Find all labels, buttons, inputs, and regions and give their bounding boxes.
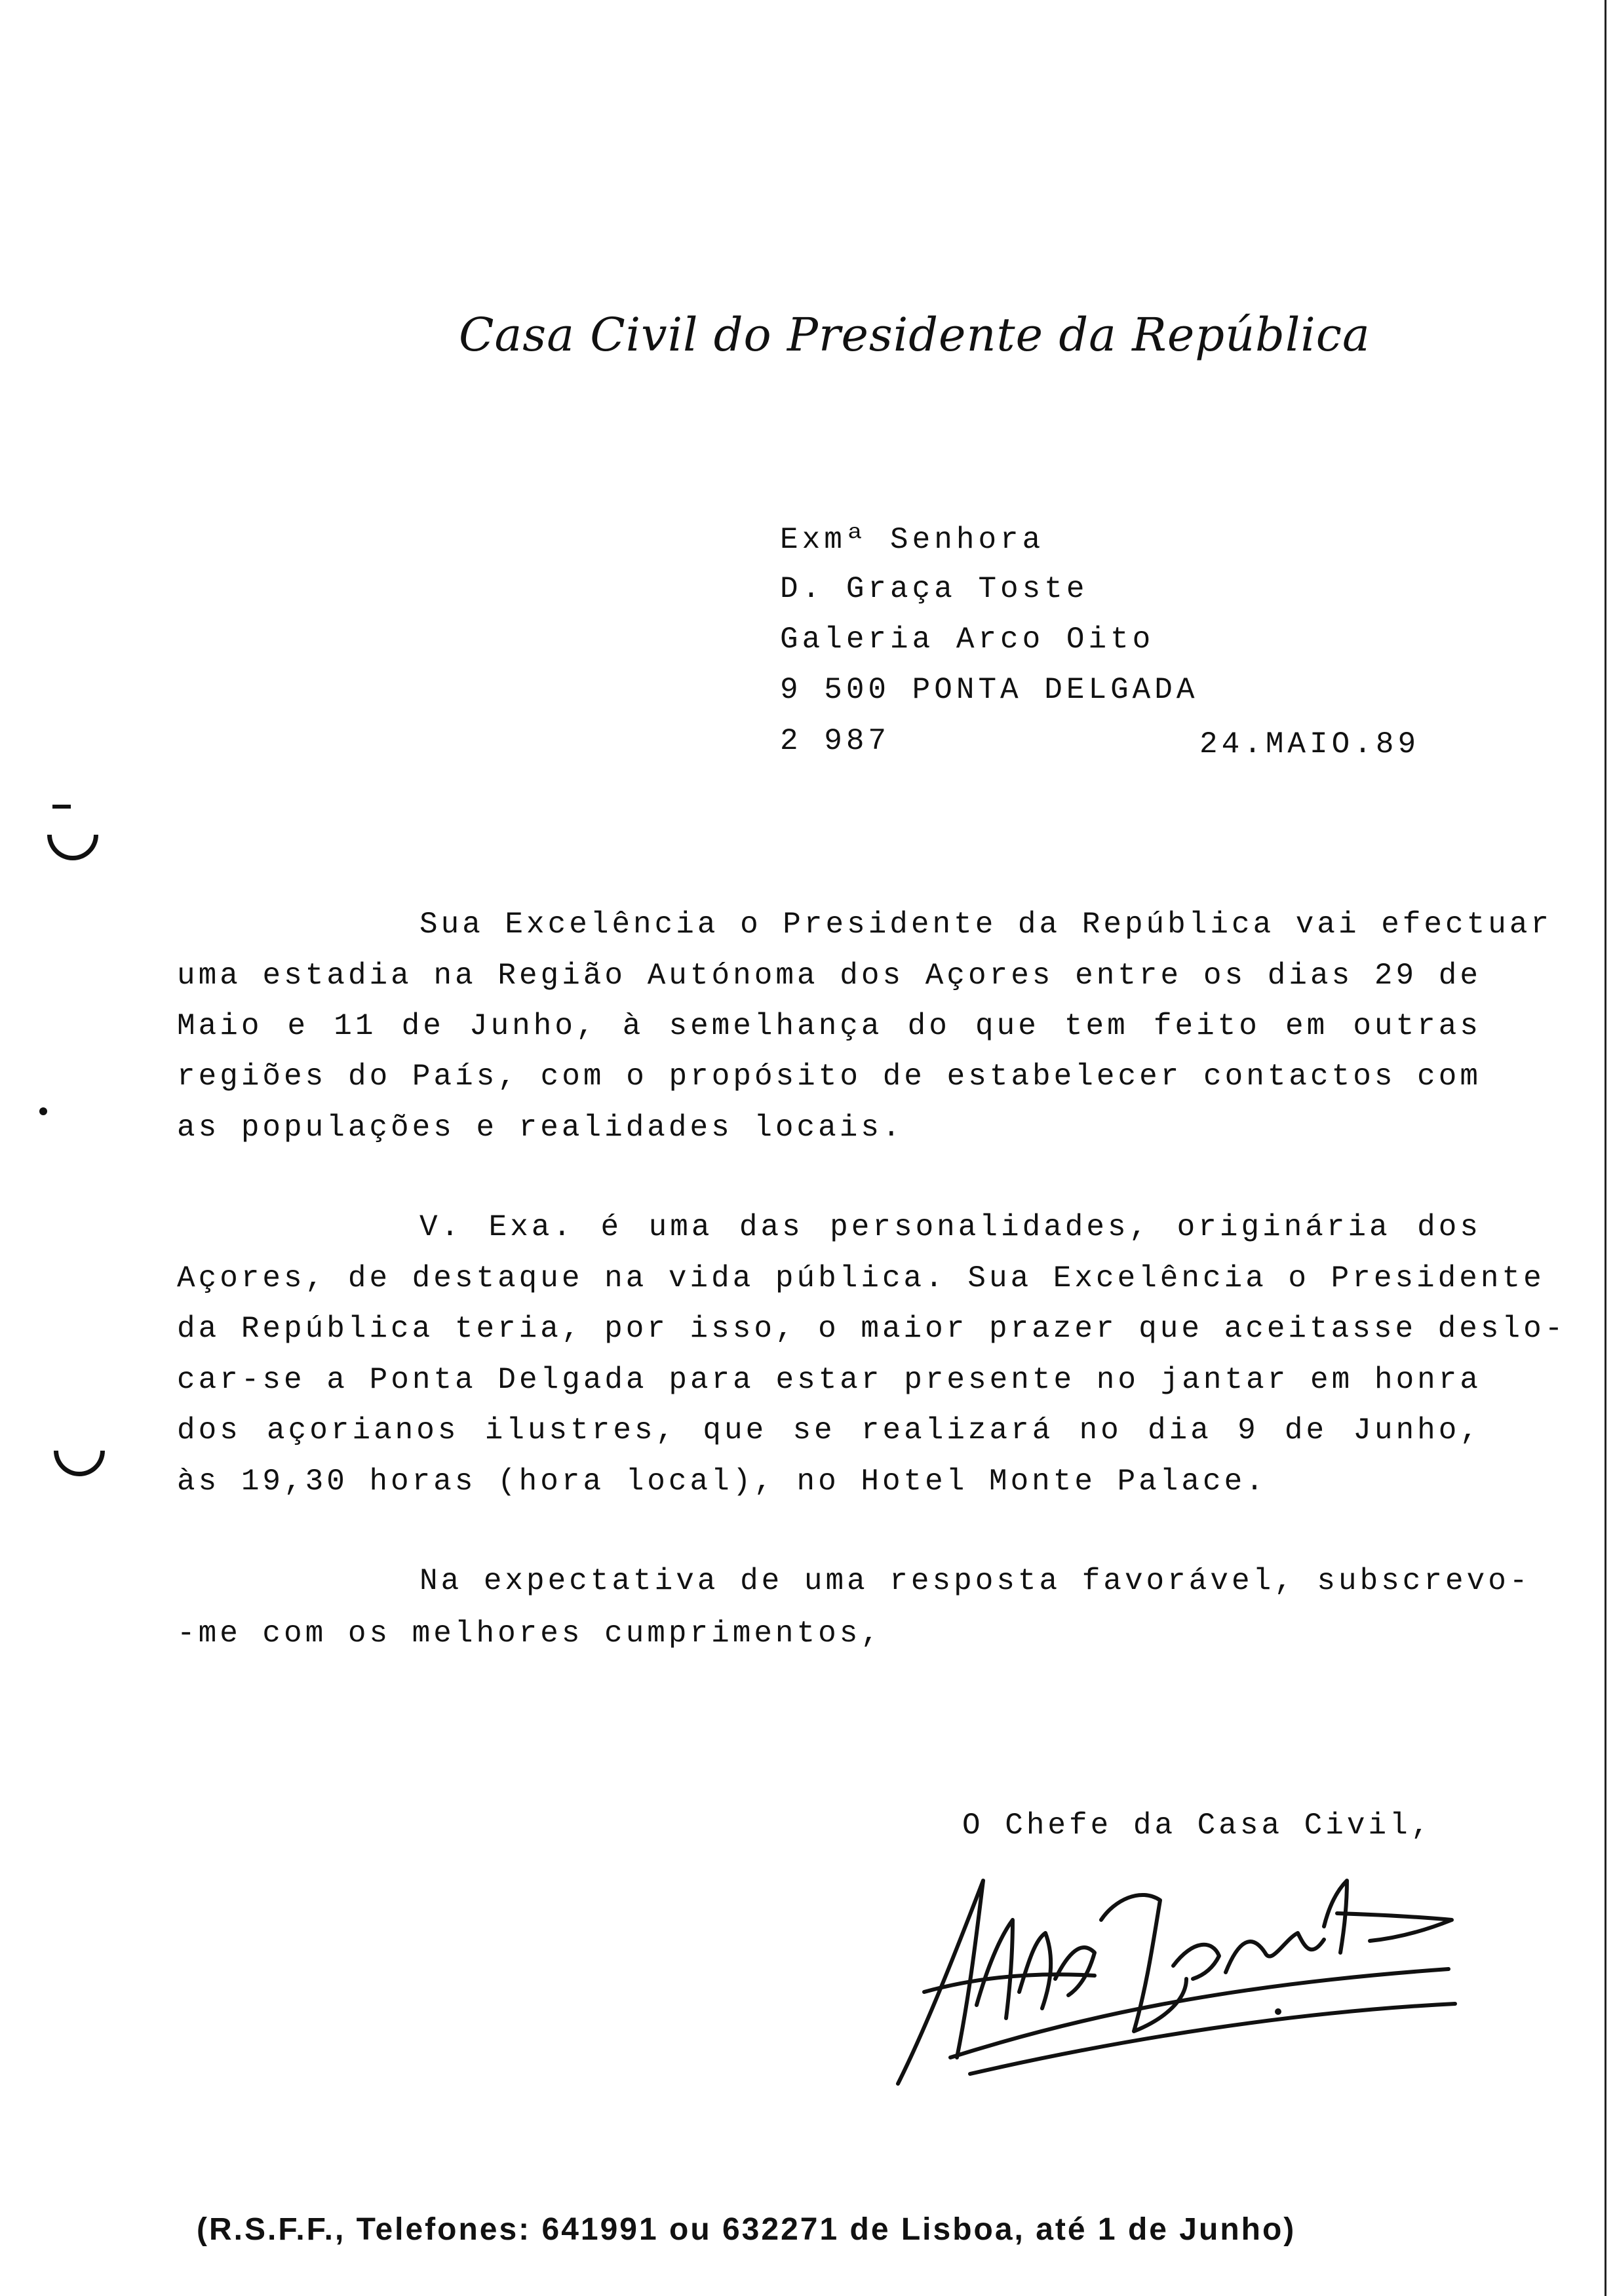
letter-date: 24.MAIO.89	[1199, 727, 1420, 761]
body-line: -me com os melhores cumprimentos,	[177, 1617, 882, 1651]
body-line: car-se a Ponta Delgada para estar presente no jantar em honra	[177, 1363, 1481, 1397]
body-line: às 19,30 horas (hora local), no Hotel Monte Palace.	[177, 1464, 1267, 1499]
recipient-city: 9 500 PONTA DELGADA	[780, 673, 1199, 707]
body-line: V. Exa. é uma das personalidades, originária dos	[419, 1210, 1481, 1244]
binder-mark-bottom	[43, 1415, 115, 1487]
page-edge	[1605, 0, 1606, 2296]
recipient-salutation: Exmª Senhora	[780, 523, 1045, 557]
recipient-organization: Galeria Arco Oito	[780, 622, 1155, 657]
body-line: da República teria, por isso, o maior prazer que aceitasse deslo-	[177, 1312, 1566, 1346]
binder-mark-dash	[52, 805, 71, 809]
footer-contact-note: (R.S.F.F., Telefones: 641991 ou 632271 de Lisboa, até 1 de Junho)	[197, 2212, 1296, 2247]
body-line: dos açorianos ilustres, que se realizará no dia 9 de Junho,	[177, 1413, 1481, 1447]
letterhead-title: Casa Civil do Presidente da República	[459, 308, 1371, 362]
body-line: Na expectativa de uma resposta favorável, subscrevo-	[419, 1564, 1531, 1598]
body-line: Açores, de destaque na vida pública. Sua Excelência o Presidente	[177, 1261, 1545, 1295]
margin-dot	[39, 1107, 47, 1115]
binder-mark-top	[37, 799, 109, 871]
body-line: Sua Excelência o Presidente da República vai efectuar	[419, 908, 1553, 942]
body-line: regiões do País, com o propósito de estabelecer contactos com	[177, 1060, 1481, 1094]
recipient-name: D. Graça Toste	[780, 572, 1089, 606]
handwritten-signature	[878, 1861, 1468, 2097]
body-line: Maio e 11 de Junho, à semelhança do que tem feito em outras	[177, 1009, 1481, 1043]
reference-number: 2 987	[780, 724, 891, 758]
signatory-title: O Chefe da Casa Civil,	[962, 1808, 1433, 1843]
body-line: uma estadia na Região Autónoma dos Açores entre os dias 29 de	[177, 959, 1481, 993]
body-line: as populações e realidades locais.	[177, 1111, 904, 1145]
